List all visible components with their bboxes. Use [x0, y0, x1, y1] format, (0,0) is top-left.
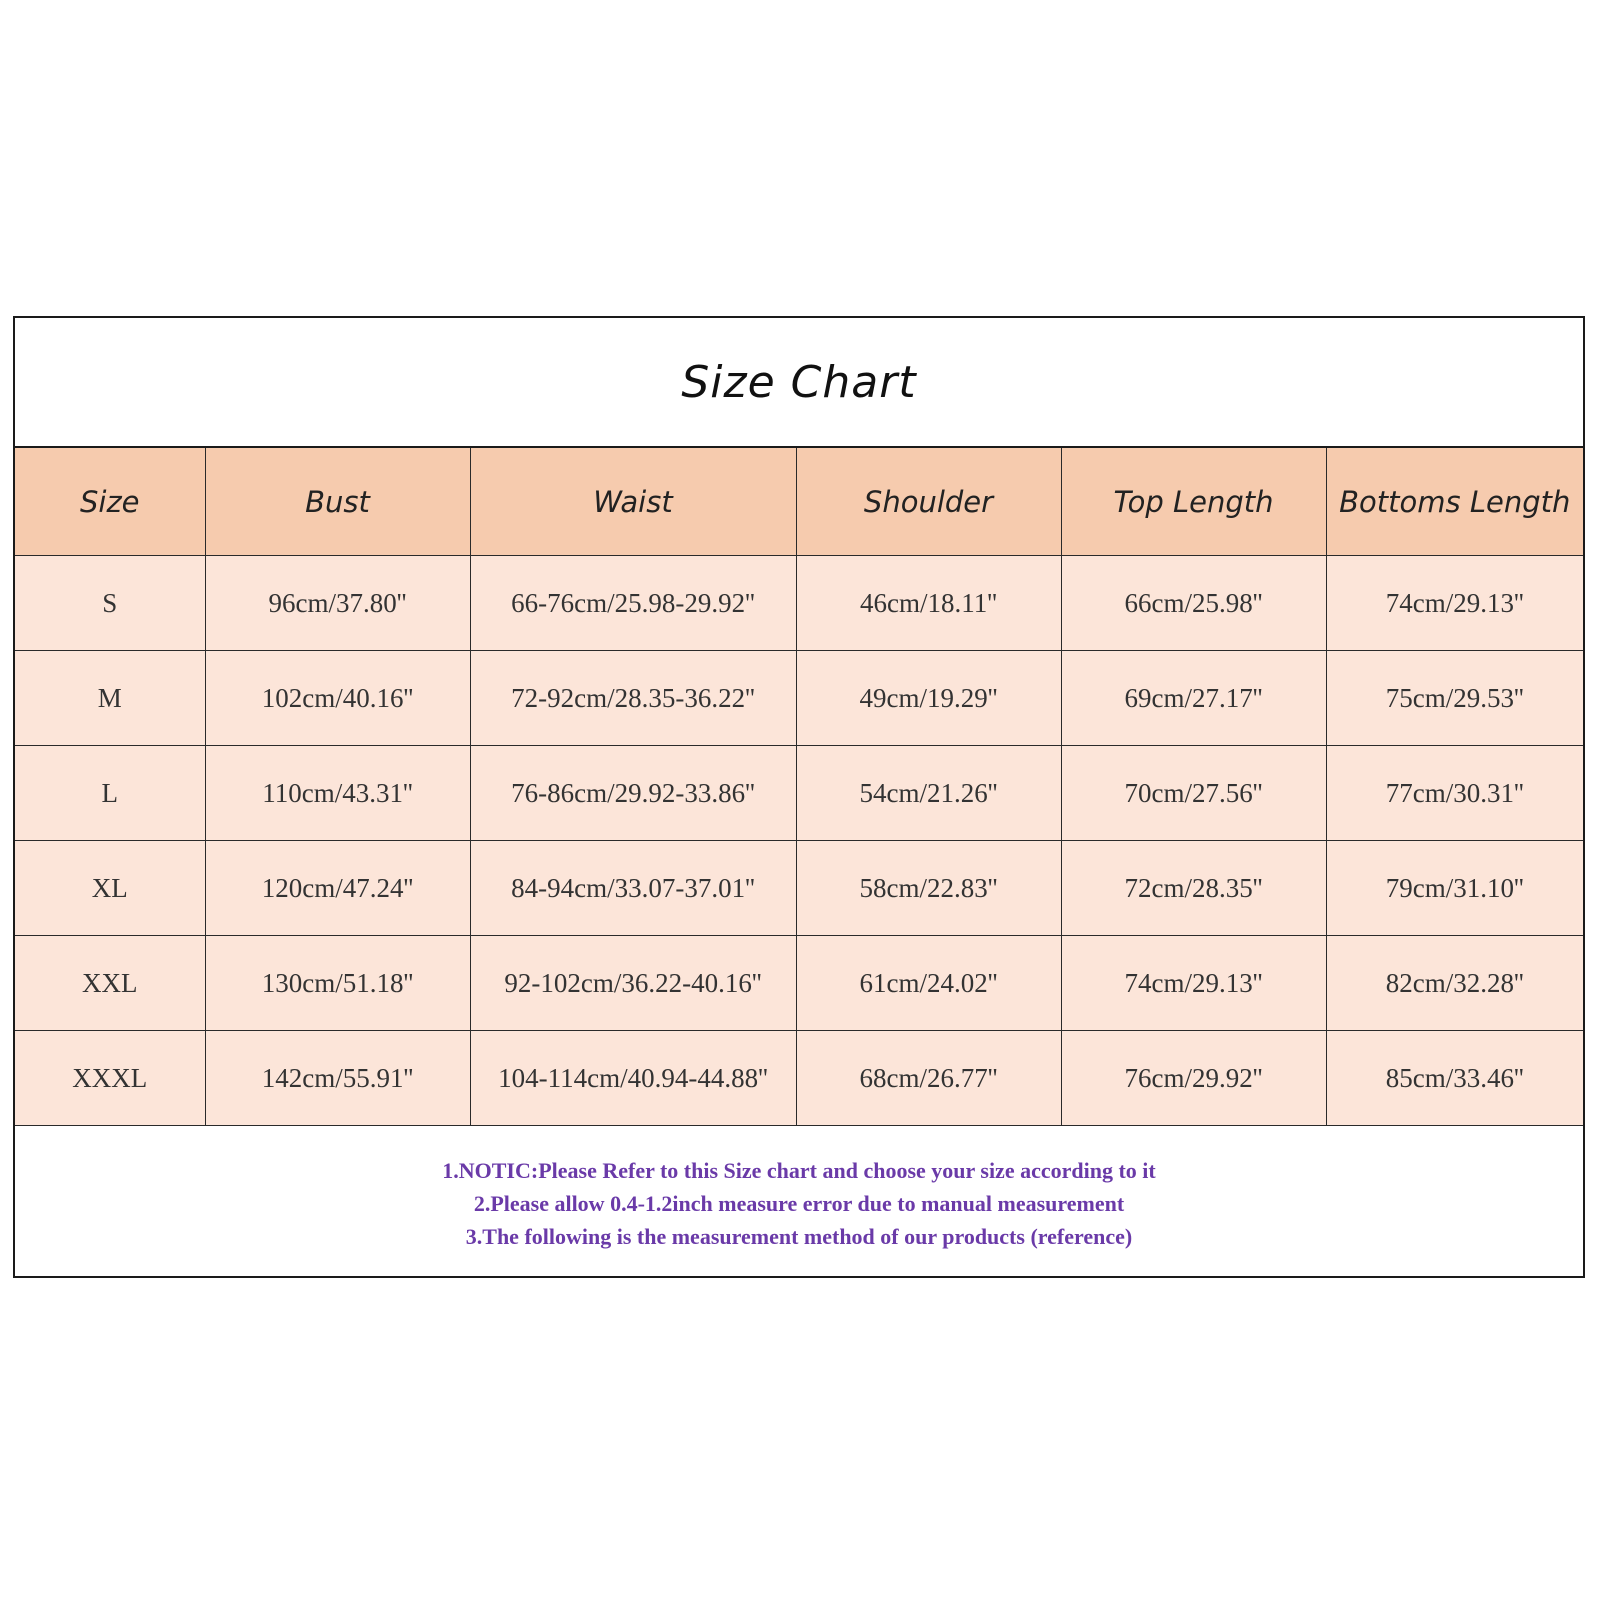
note-1: 1.NOTIC:Please Refer to this Size chart and choose your size according to it [442, 1157, 1156, 1183]
cell-top-length: 72cm/28.35'' [1061, 841, 1326, 936]
cell-bust: 110cm/43.31'' [205, 746, 470, 841]
cell-waist: 76-86cm/29.92-33.86'' [470, 746, 796, 841]
cell-size: L [15, 746, 205, 841]
cell-waist: 72-92cm/28.35-36.22'' [470, 651, 796, 746]
cell-size: XXL [15, 936, 205, 1031]
note-2: 2.Please allow 0.4-1.2inch measure error due to manual measurement [473, 1190, 1125, 1216]
cell-waist: 104-114cm/40.94-44.88'' [470, 1031, 796, 1126]
cell-size: XXXL [15, 1031, 205, 1126]
cell-shoulder: 46cm/18.11'' [796, 556, 1061, 651]
table-row [15, 746, 1583, 841]
table-row [15, 651, 1583, 746]
cell-top-length: 69cm/27.17'' [1061, 651, 1326, 746]
cell-top-length: 66cm/25.98'' [1061, 556, 1326, 651]
cell-waist: 66-76cm/25.98-29.92'' [470, 556, 796, 651]
cell-size: M [15, 651, 205, 746]
cell-bottoms-length: 82cm/32.28'' [1326, 936, 1583, 1031]
table-row [15, 936, 1583, 1031]
cell-bust: 102cm/40.16'' [205, 651, 470, 746]
notes-section [15, 1130, 1583, 1276]
note-3: 3.The following is the measurement method of our products (reference) [465, 1223, 1133, 1249]
header-size: Size [15, 447, 205, 556]
cell-bust: 130cm/51.18'' [205, 936, 470, 1031]
cell-shoulder: 68cm/26.77'' [796, 1031, 1061, 1126]
cell-top-length: 74cm/29.13'' [1061, 936, 1326, 1031]
cell-size: S [15, 556, 205, 651]
cell-shoulder: 61cm/24.02'' [796, 936, 1061, 1031]
cell-shoulder: 49cm/19.29'' [796, 651, 1061, 746]
cell-waist: 84-94cm/33.07-37.01'' [470, 841, 796, 936]
cell-bottoms-length: 85cm/33.46'' [1326, 1031, 1583, 1126]
cell-waist: 92-102cm/36.22-40.16'' [470, 936, 796, 1031]
cell-bust: 120cm/47.24'' [205, 841, 470, 936]
table-row [15, 1031, 1583, 1126]
header-row [15, 447, 1583, 556]
cell-shoulder: 54cm/21.26'' [796, 746, 1061, 841]
cell-top-length: 70cm/27.56'' [1061, 746, 1326, 841]
header-bust: Bust [205, 447, 470, 556]
title-area [15, 318, 1583, 446]
table-row [15, 841, 1583, 936]
header-waist: Waist [470, 447, 796, 556]
cell-top-length: 76cm/29.92'' [1061, 1031, 1326, 1126]
cell-size: XL [15, 841, 205, 936]
cell-bottoms-length: 74cm/29.13'' [1326, 556, 1583, 651]
cell-bottoms-length: 75cm/29.53'' [1326, 651, 1583, 746]
header-top-length: Top Length [1061, 447, 1326, 556]
cell-bottoms-length: 79cm/31.10'' [1326, 841, 1583, 936]
table-row [15, 556, 1583, 651]
size-chart [13, 316, 1585, 1278]
cell-bust: 142cm/55.91'' [205, 1031, 470, 1126]
cell-bust: 96cm/37.80'' [205, 556, 470, 651]
cell-bottoms-length: 77cm/30.31'' [1326, 746, 1583, 841]
header-shoulder: Shoulder [796, 447, 1061, 556]
size-table [15, 446, 1583, 1126]
cell-shoulder: 58cm/22.83'' [796, 841, 1061, 936]
header-bottoms-length: Bottoms Length [1326, 447, 1583, 556]
chart-title: Size Chart [681, 356, 917, 408]
